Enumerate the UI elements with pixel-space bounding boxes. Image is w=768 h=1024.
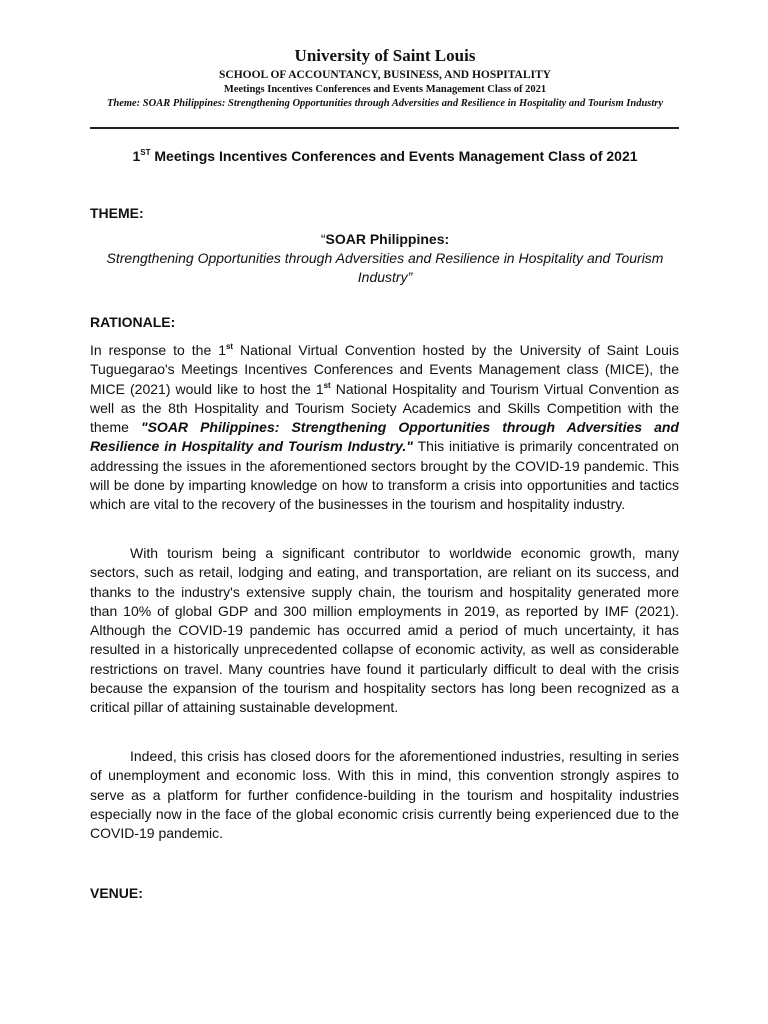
rationale-paragraph-2 — [90, 544, 679, 718]
title-text: Meetings Incentives Conferences and Events Management Class of 2021 — [150, 148, 638, 164]
theme-subtitle: Strengthening Opportunities through Adversities and Resilience in Hospitality and Tourism Industry” — [106, 250, 664, 285]
school-name: SCHOOL OF ACCOUNTANCY, BUSINESS, AND HOSPITALITY — [219, 69, 551, 81]
letterhead — [90, 46, 680, 110]
header-theme: Theme: SOAR Philippines: Strengthening Opportunities through Adversities and Resilience in Hospitality and Tourism Industry — [106, 98, 664, 109]
rationale-paragraph-1 — [90, 341, 679, 515]
p1-part1: In response to the 1 — [90, 342, 226, 358]
university-name: University of Saint Louis — [294, 46, 476, 65]
class-name: Meetings Incentives Conferences and Events Management Class of 2021 — [223, 84, 547, 95]
p1-sup2: st — [323, 380, 331, 390]
page-title — [90, 146, 680, 166]
header-divider — [90, 127, 679, 129]
theme-heading: THEME: — [90, 205, 144, 221]
theme-name: SOAR Philippines: — [325, 231, 450, 247]
rationale-paragraph-3 — [90, 747, 679, 843]
p1-sup1: st — [225, 342, 234, 351]
theme-block — [96, 230, 674, 287]
venue-heading: VENUE: — [90, 885, 143, 901]
p3-text: Indeed, this crisis has closed doors for the aforementioned industries, resulting in series of unemployment and economic loss. With this in mind, this convention strongly aspires to serve as a platform for further confidence-building in the tourism and hospitality industries especially now in the face of the global economic crisis currently being experienced due to the COVID-19 pandemic. — [90, 748, 679, 842]
rationale-heading: RATIONALE: — [90, 314, 176, 330]
p1-theme-emphasis: "SOAR Philippines: Strengthening Opportunities through Adversities and Resilience in Hospitality and Tourism Industry." — [90, 419, 679, 455]
theme-name-line — [96, 230, 674, 249]
p1-part4: This initiative is primarily concentrated on addressing the issues in the aforementioned sectors brought by the COVID-19 pandemic. This will be done by imparting knowledge on how to transform a crisis into opportunities and tactics which are vital to the recovery of the businesses in the tourism and hospitality industry. — [90, 438, 679, 513]
title-ordinal-number: 1 — [132, 148, 141, 164]
theme-open-quote: “ — [320, 231, 326, 247]
title-ordinal-suffix: ST — [140, 148, 151, 157]
p2-text: With tourism being a significant contributor to worldwide economic growth, many sectors, such as retail, lodging and eating, and transportation, are reliant on its success, and thanks to the industry's extensive supply chain, the tourism and hospitality generated more than 10% of global GDP and 300 million employments in 2019, as reported by IMF (2021). Although the COVID-19 pandemic has occurred amid a period of much uncertainty, it has resulted in a historically unprecedented collapse of economic activity, as well as considerable restrictions on travel. Many countries have found it particularly difficult to deal with the crisis because the expansion of the tourism and hospitality sectors has long been recognized as a critical pillar of attaining sustainable development. — [90, 545, 679, 716]
p1-part2: National Virtual Convention hosted by the University of Saint Louis Tuguegarao's Meetings Incentives Conferences and Events Management class (MICE), the MICE (2021) would like to host the 1 — [90, 342, 679, 397]
p1-part3: National Hospitality and Tourism Virtual Convention as well as the 8th Hospitality and Tourism Society Academics and Skills Competition with the theme — [90, 380, 679, 436]
